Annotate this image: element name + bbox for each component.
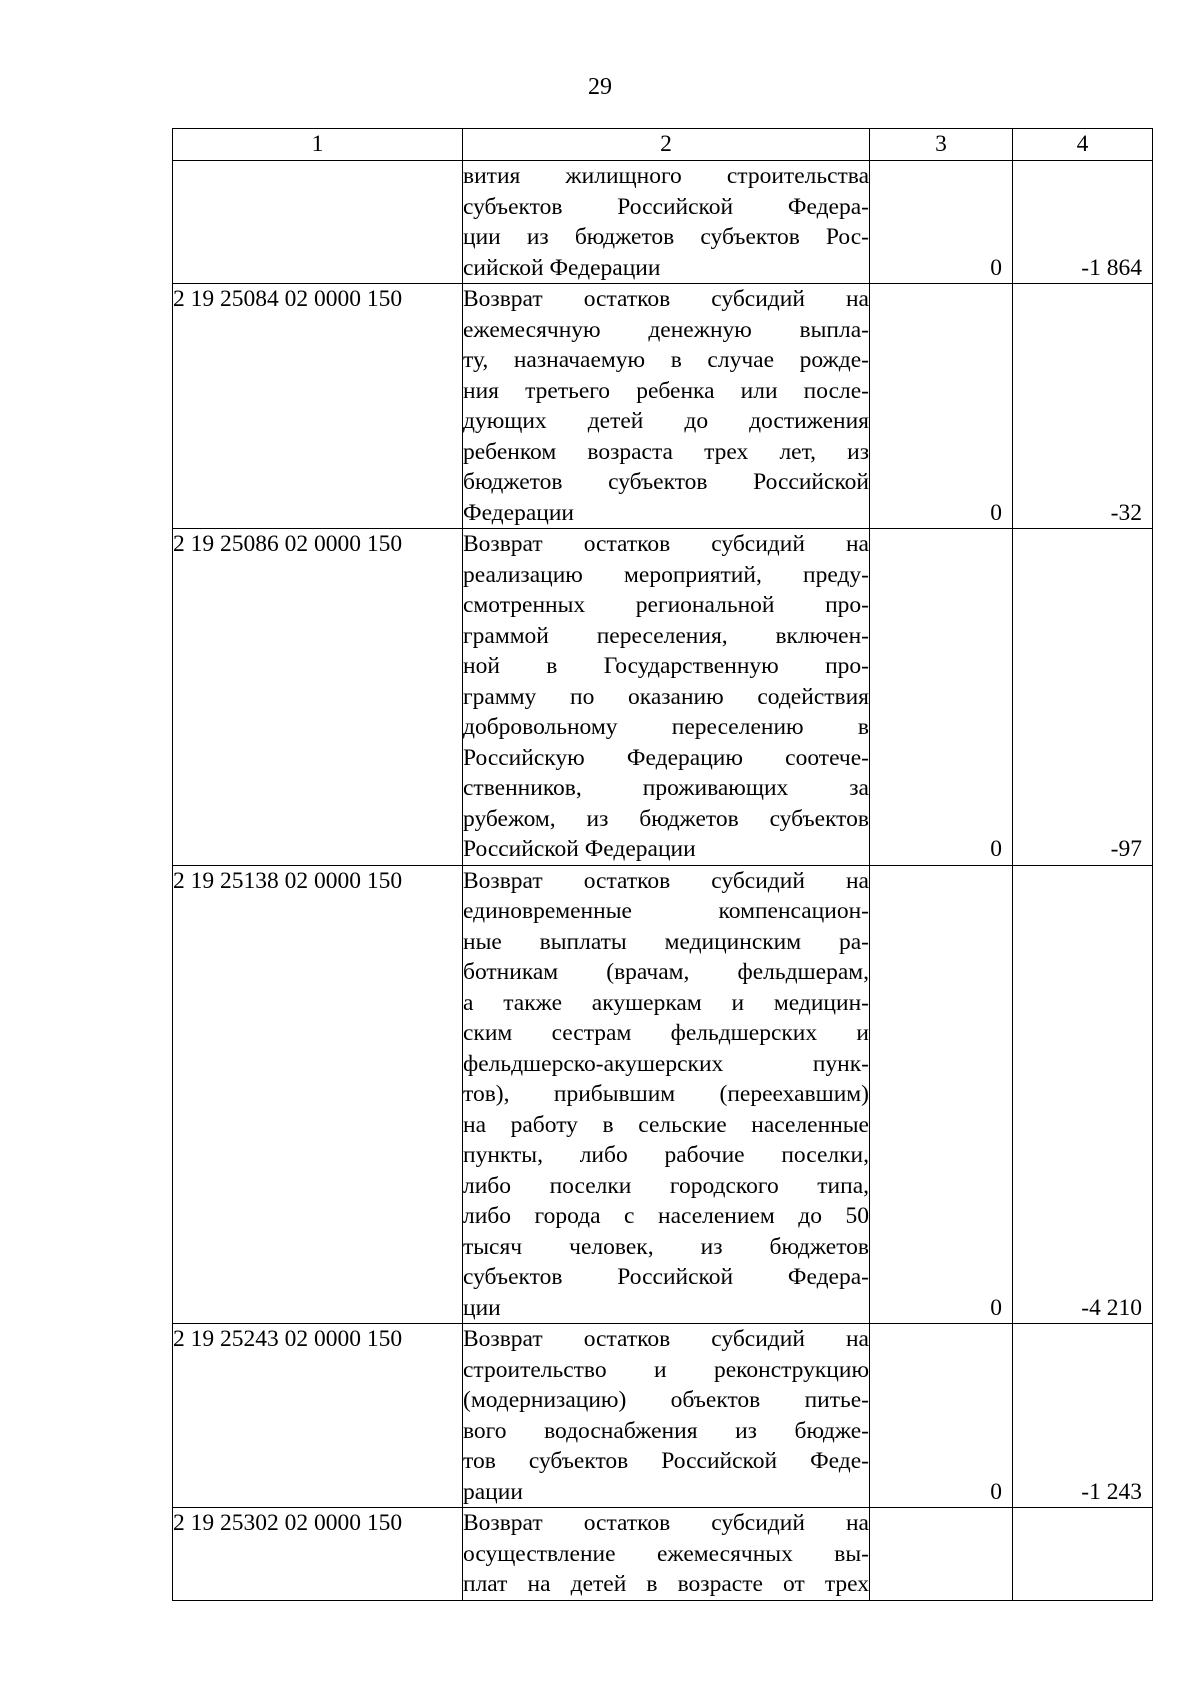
description-line: дующих детей до достижения bbox=[463, 408, 869, 434]
description-line: плат на детей в возрасте от трех bbox=[463, 1571, 869, 1597]
description-line: грамму по оказанию содействия bbox=[463, 683, 869, 710]
description-line: ные выплаты медицинским ра- bbox=[463, 928, 869, 955]
description-line: на работу в сельские населенные bbox=[463, 1111, 869, 1138]
description-line: Возврат остатков субсидий на bbox=[463, 1510, 869, 1536]
column-header-3: 3 bbox=[870, 129, 1013, 161]
description-line: либо поселки городского типа, bbox=[463, 1172, 869, 1199]
description-line: единовременные компенсацион- bbox=[463, 898, 869, 924]
description-line: Возврат остатков субсидий на bbox=[463, 531, 869, 557]
column-3-value: 0 bbox=[870, 529, 1013, 866]
description-line: ребенком возраста трех лет, из bbox=[463, 438, 869, 465]
description-line: Возврат остатков субсидий на bbox=[463, 1326, 869, 1352]
table-row bbox=[173, 1508, 1153, 1601]
description-line: ции из бюджетов субъектов Рос- bbox=[463, 224, 869, 250]
description-cell bbox=[463, 161, 870, 284]
column-4-value: -32 bbox=[1013, 284, 1153, 529]
column-4-value: -1 243 bbox=[1013, 1324, 1153, 1508]
description-line: добровольному переселению в bbox=[463, 714, 869, 740]
description-cell bbox=[463, 1324, 870, 1508]
table-header-row bbox=[173, 129, 1153, 161]
description-line: ежемесячную денежную выпла- bbox=[463, 316, 869, 343]
column-4-value: -1 864 bbox=[1013, 161, 1153, 284]
column-4-value bbox=[1013, 1508, 1153, 1601]
description-line: строительство и реконструкцию bbox=[463, 1356, 869, 1383]
column-3-value: 0 bbox=[870, 161, 1013, 284]
description-line: рубежом, из бюджетов субъектов bbox=[463, 805, 869, 832]
column-3-value bbox=[870, 1508, 1013, 1601]
description-line: бюджетов субъектов Российской bbox=[463, 469, 869, 495]
column-3-value: 0 bbox=[870, 284, 1013, 529]
description-cell bbox=[463, 1508, 870, 1601]
budget-code-cell: 2 19 25243 02 0000 150 bbox=[173, 1324, 463, 1508]
description-line: (модернизацию) объектов питье- bbox=[463, 1387, 869, 1413]
table-row bbox=[173, 865, 1153, 1324]
description-line: тов), прибывшим (переехавшим) bbox=[463, 1081, 869, 1107]
description-cell bbox=[463, 529, 870, 866]
description-line: ния третьего ребенка или после- bbox=[463, 377, 869, 404]
table-row bbox=[173, 161, 1153, 284]
column-header-2: 2 bbox=[463, 129, 870, 161]
page-number: 29 bbox=[588, 74, 612, 100]
description-line: субъектов Российской Федера- bbox=[463, 1264, 869, 1290]
table-row bbox=[173, 1324, 1153, 1508]
description-line: тов субъектов Российской Феде- bbox=[463, 1448, 869, 1474]
description-line: ственников, проживающих за bbox=[463, 775, 869, 801]
description-line: рации bbox=[463, 1478, 523, 1505]
column-3-value: 0 bbox=[870, 1324, 1013, 1508]
budget-code-cell: 2 19 25086 02 0000 150 bbox=[173, 529, 463, 866]
description-line: либо города с населением до 50 bbox=[463, 1203, 869, 1229]
budget-code-cell: 2 19 25302 02 0000 150 bbox=[173, 1508, 463, 1601]
description-line: ским сестрам фельдшерских и bbox=[463, 1020, 869, 1046]
description-line: субъектов Российской Федера- bbox=[463, 193, 869, 220]
description-line: пункты, либо рабочие поселки, bbox=[463, 1142, 869, 1168]
description-line: вого водоснабжения из бюдже- bbox=[463, 1417, 869, 1444]
budget-table bbox=[172, 128, 1153, 1601]
description-line: ции bbox=[463, 1294, 501, 1321]
description-line: Возврат остатков субсидий на bbox=[463, 867, 869, 894]
table-row bbox=[173, 284, 1153, 529]
description-line: Российскую Федерацию соотече- bbox=[463, 744, 869, 771]
description-line: Возврат остатков субсидий на bbox=[463, 286, 869, 312]
column-3-value: 0 bbox=[870, 865, 1013, 1324]
description-line: фельдшерско-акушерских пунк- bbox=[463, 1050, 869, 1077]
table-row bbox=[173, 529, 1153, 866]
description-cell bbox=[463, 284, 870, 529]
description-line: граммой переселения, включен- bbox=[463, 622, 869, 649]
description-line: смотренных региональной про- bbox=[463, 592, 869, 618]
budget-code-cell bbox=[173, 161, 463, 284]
description-line: а также акушеркам и медицин- bbox=[463, 989, 869, 1016]
column-header-4: 4 bbox=[1013, 129, 1153, 161]
description-line: Российской Федерации bbox=[463, 836, 696, 862]
description-line: ту, назначаемую в случае рожде- bbox=[463, 347, 869, 373]
description-cell bbox=[463, 865, 870, 1324]
description-line: сийской Федерации bbox=[463, 254, 661, 281]
budget-code-cell: 2 19 25084 02 0000 150 bbox=[173, 284, 463, 529]
column-4-value: -97 bbox=[1013, 529, 1153, 866]
description-line: ботникам (врачам, фельдшерам, bbox=[463, 959, 869, 985]
column-4-value: -4 210 bbox=[1013, 865, 1153, 1324]
description-line: реализацию мероприятий, преду- bbox=[463, 561, 869, 588]
column-header-1: 1 bbox=[173, 129, 463, 161]
description-line: вития жилищного строительства bbox=[463, 163, 869, 189]
description-line: тысяч человек, из бюджетов bbox=[463, 1233, 869, 1260]
description-line: осуществление ежемесячных вы- bbox=[463, 1540, 869, 1567]
budget-code-cell: 2 19 25138 02 0000 150 bbox=[173, 865, 463, 1324]
description-line: ной в Государственную про- bbox=[463, 653, 869, 679]
description-line: Федерации bbox=[463, 499, 574, 526]
table-body bbox=[173, 161, 1153, 1601]
